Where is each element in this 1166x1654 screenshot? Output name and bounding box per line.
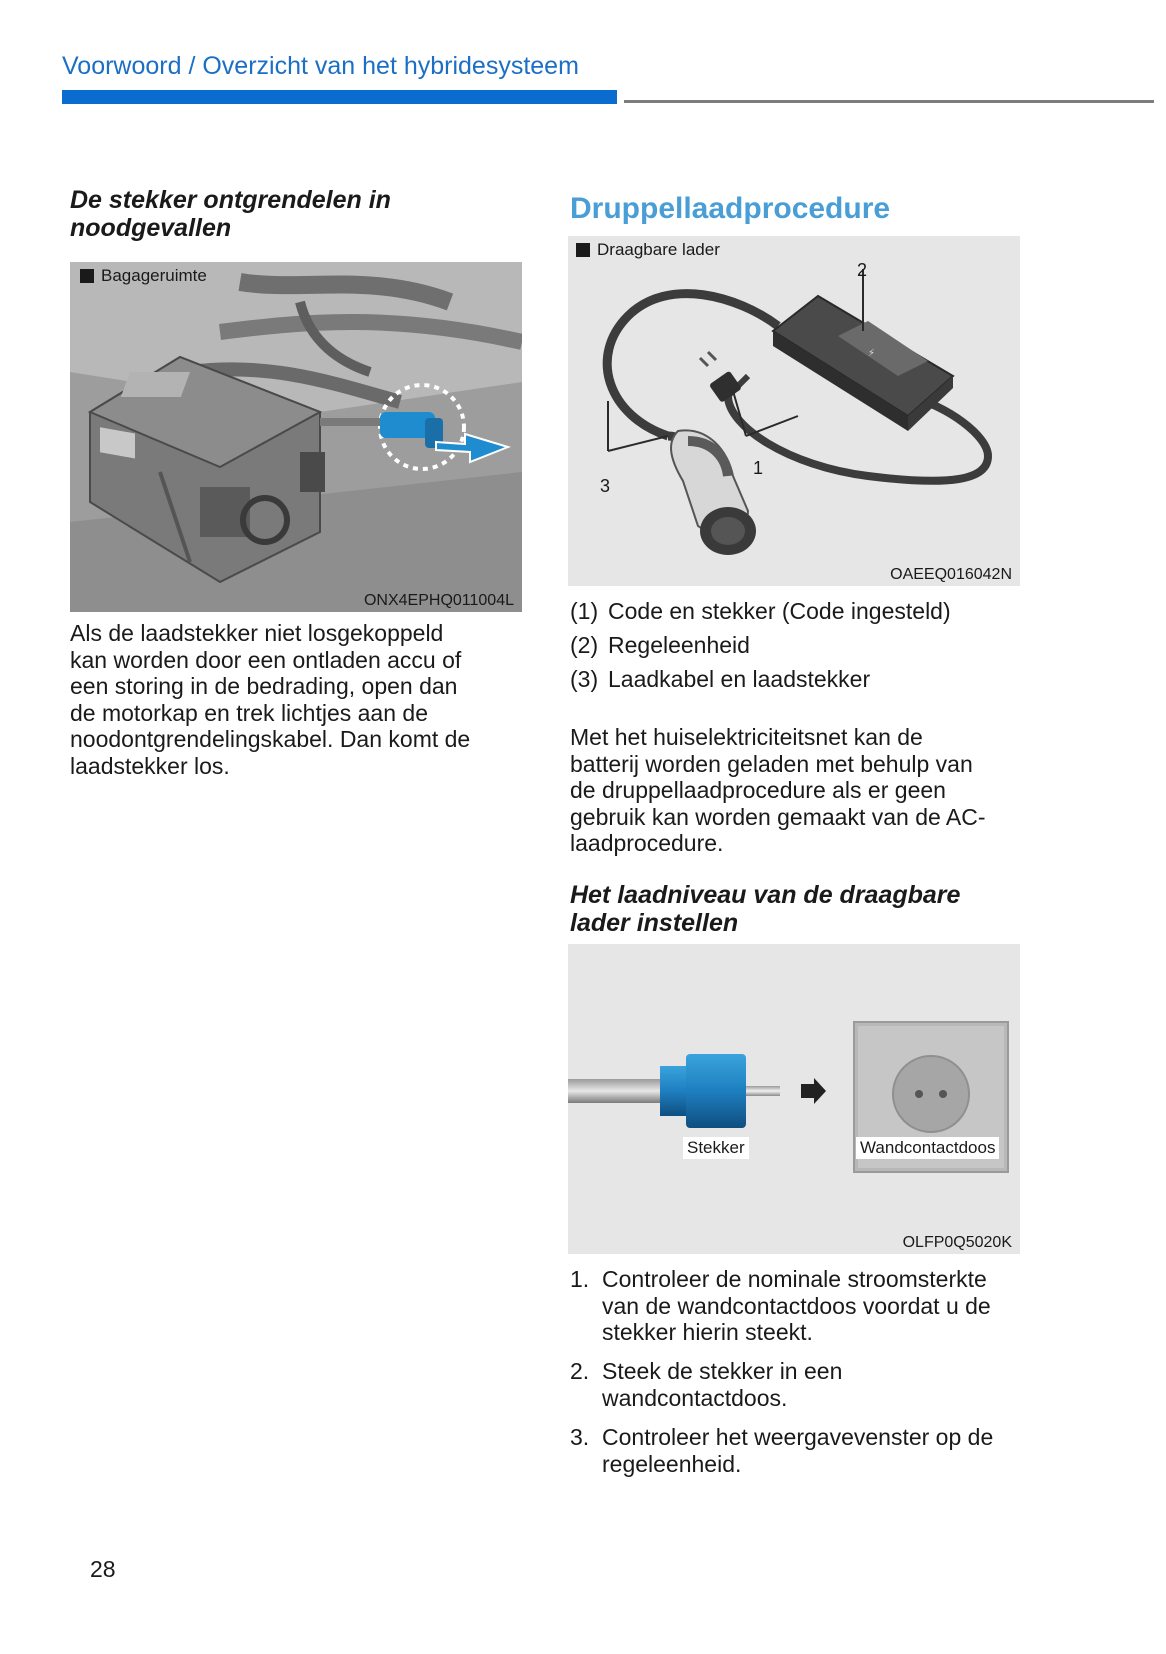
figure-code-plug: OLFP0Q5020K: [902, 1234, 1012, 1251]
callout-1: 1: [753, 458, 764, 478]
luggage-compartment-figure: [70, 262, 522, 612]
figure-label-luggage: Bagageruimte: [80, 266, 207, 286]
trickle-charge-paragraph: Met het huiselektriciteitsnet kan de batterij worden geladen met behulp van de druppellaadprocedure als er geen gebruik kan worden gemaakt van de AC- laadprocedure.: [570, 724, 986, 856]
trickle-charge-heading: Druppellaadprocedure: [570, 192, 891, 225]
callout-3: 3: [600, 476, 611, 496]
charger-display-glyph: ⚡: [868, 348, 876, 359]
chapter-title: Voorwoord / Overzicht van het hybridesysteem: [62, 52, 579, 80]
page-number: 28: [90, 1556, 116, 1582]
legend-item-2: (2) Regeleenheid: [570, 632, 750, 658]
charge-level-heading: Het laadniveau van de draagbare lader instellen: [570, 881, 961, 937]
legend-item-1: (1) Code en stekker (Code ingesteld): [570, 598, 951, 624]
figure-code-luggage: ONX4EPHQ011004L: [363, 592, 514, 609]
header-accent-bar: [62, 90, 617, 104]
plug-label: Stekker: [683, 1137, 749, 1159]
plug-socket-illustration: [568, 944, 1020, 1254]
callout-2: 2: [857, 260, 868, 280]
figure-label-charger: Draagbare lader: [576, 240, 720, 260]
luggage-compartment-illustration: [70, 262, 522, 612]
step-1: 1. Controleer de nominale stroomsterkte van de wandcontactdoos voordat u de stekker hierin steekt.: [570, 1266, 991, 1345]
portable-charger-figure: [568, 236, 1020, 586]
step-3: 3. Controleer het weergavevenster op de regeleenheid.: [570, 1424, 994, 1477]
legend-item-3: (3) Laadkabel en laadstekker: [570, 666, 871, 692]
emergency-unlock-paragraph: Als de laadstekker niet losgekoppeld kan worden door een ontladen accu of een storing in de bedrading, open dan de motorkap en trek lichtjes aan de noodontgrendelingskabel. Dan komt de laadstekker los.: [70, 620, 471, 779]
plug-socket-figure: [568, 944, 1020, 1254]
square-bullet-icon: [80, 269, 94, 283]
header-rule: [624, 100, 1154, 103]
step-2: 2. Steek de stekker in een wandcontactdoos.: [570, 1358, 843, 1411]
figure-code-charger: OAEEQ016042N: [890, 566, 1012, 583]
square-bullet-icon: [576, 243, 590, 257]
emergency-unlock-heading: De stekker ontgrendelen in noodgevallen: [70, 186, 391, 242]
portable-charger-illustration: [568, 236, 1020, 586]
socket-label: Wandcontactdoos: [856, 1137, 999, 1159]
